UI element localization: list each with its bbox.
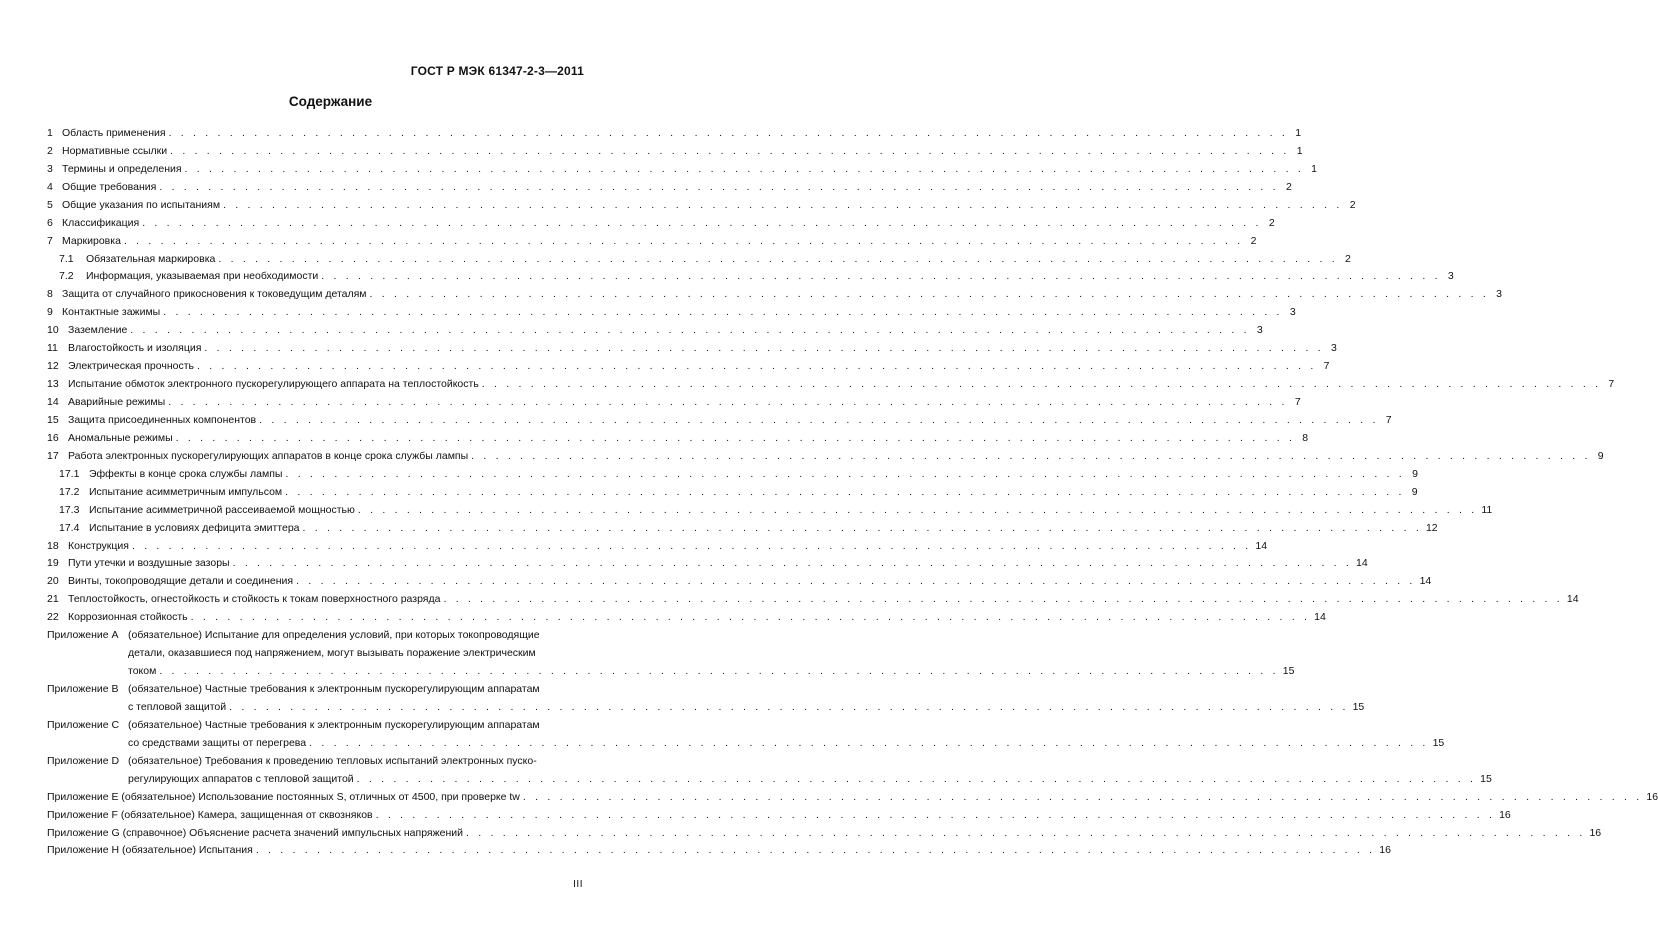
toc-entry-number: 9 [47,306,53,319]
toc-entry-number: 3 [47,162,53,175]
annex-line [128,677,1364,695]
toc-entry-title: Пути утечки и воздушные зазоры [68,557,230,570]
annex-line [128,641,1294,659]
annex-text: током [128,665,157,678]
table-of-contents [47,121,1658,857]
toc-subentry[interactable] [47,265,1454,283]
toc-annex-entry[interactable] [47,623,1295,678]
toc-entry-page: 7 [1323,360,1330,373]
toc-entry-title: Классификация [62,216,140,229]
toc-entry[interactable] [47,390,1301,408]
toc-leader-dots [253,844,1375,856]
toc-annex-entry[interactable] [47,839,1391,857]
toc-entry-title: Термины и определения [62,162,182,175]
toc-subentry[interactable] [47,247,1351,265]
toc-entry-number: 7.2 [59,270,74,283]
annex-line [128,623,1294,641]
toc-entry-number: 12 [47,360,59,373]
toc-leader-dots [194,360,1316,372]
toc-entry-number: 8 [47,288,53,301]
toc-entry[interactable] [47,211,1275,229]
toc-entry-title: Испытание в условиях дефицита эмиттера [89,521,300,534]
toc-entry-page: 15 [1352,700,1365,713]
toc-entry-page: 2 [1344,252,1351,265]
toc-entry-number: 17.2 [59,485,80,498]
toc-leader-dots [220,199,1342,211]
toc-annex-entry[interactable] [47,677,1365,713]
toc-entry-page: 3 [1256,324,1263,337]
toc-leader-dots [440,593,1562,605]
toc-entry-title: Общие указания по испытаниям [62,198,221,211]
toc-leader-dots [156,181,1278,193]
annex-line [128,659,1294,677]
toc-entry[interactable] [47,444,1604,462]
toc-entry-title: Обязательная маркировка [86,252,216,265]
toc-entry-number: 18 [47,539,59,552]
toc-entry-page: 1 [1296,144,1303,157]
annex-text: со средствами защиты от перегрева [128,736,307,749]
toc-entry-number: 19 [47,557,59,570]
toc-entry-page: 16 [1646,790,1658,803]
toc-entry-number: 21 [47,593,59,606]
toc-entry-page: 14 [1314,611,1326,624]
toc-annex-entry[interactable] [47,785,1658,803]
toc-annex-entry[interactable] [47,821,1602,839]
toc-entry-page: 8 [1302,431,1309,444]
toc-entry-number: 14 [47,396,59,408]
toc-leader-dots [215,253,1337,265]
toc-entry-number: 17.1 [59,467,80,480]
annex-text: с тепловой защитой [128,700,227,713]
toc-leader-dots [167,145,1289,157]
toc-leader-dots [201,342,1323,354]
toc-leader-dots [354,773,1476,785]
annex-text: Приложение H (обязательное) Испытания [47,844,253,857]
toc-entry-title: Испытание обмоток электронного пускорегулирующего аппарата на теплостойкость [68,378,479,391]
annex-text: регулирующих аппаратов с тепловой защитой [128,772,354,785]
toc-entry-title: Область применения [62,126,166,139]
toc-leader-dots [306,737,1428,749]
toc-entry[interactable] [47,229,1257,247]
toc-entry-title: Заземление [68,324,128,337]
toc-leader-dots [300,522,1422,534]
toc-entry-page: 9 [1597,449,1604,462]
toc-entry-title: Общие требования [62,180,157,193]
toc-subentry[interactable] [47,480,1418,498]
annex-text: (обязательное) Частные требования к электронным пускорегулирующим аппаратам [128,683,540,695]
toc-entry-title: Теплостойкость, огнестойкость и стойкость к токам поверхностного разряда [68,593,441,606]
toc-entry-number: 17 [47,449,59,462]
annex-line [128,695,1364,713]
toc-leader-dots [139,217,1261,229]
toc-entry-page: 15 [1282,665,1295,678]
toc-leader-dots [318,270,1440,282]
toc-entry[interactable] [47,139,1303,157]
annex-text: (обязательное) Требования к проведению тепловых испытаний электронных пуско- [128,754,537,767]
toc-entry-page: 2 [1349,198,1356,211]
toc-entry[interactable] [47,354,1330,373]
toc-leader-dots [293,575,1415,587]
toc-entry-number: 6 [47,216,53,229]
toc-entry-page: 2 [1250,234,1257,247]
toc-entry-page: 11 [1481,503,1493,516]
toc-entry-title: Конструкция [68,539,129,552]
toc-entry-title: Контактные зажимы [62,306,161,319]
annex-text: Приложение G (справочное) Объяснение расчета значений импульсных напряжений [47,826,463,839]
toc-entry-number: 16 [47,431,59,444]
toc-entry[interactable] [47,372,1615,391]
toc-entry-title: Влагостойкость и изоляция [68,342,202,355]
toc-subentry[interactable] [47,516,1438,534]
toc-entry-page: 1 [1295,126,1302,139]
toc-entry-title: Испытание асимметричной рассеиваемой мощностью [89,503,355,516]
toc-entry-title: Защита присоединенных компонентов [68,413,257,426]
toc-entry-page: 1 [1311,162,1318,175]
toc-entry-number: 22 [47,611,59,624]
toc-entry-number: 17.3 [59,503,80,516]
toc-entry[interactable] [47,175,1292,193]
toc-entry-page: 7 [1608,378,1615,391]
toc-entry-page: 14 [1566,593,1579,606]
toc-entry-title: Защита от случайного прикосновения к токоведущим деталям [62,288,367,301]
toc-leader-dots [230,557,1352,569]
toc-entry[interactable] [47,552,1368,570]
toc-entry-page: 3 [1496,288,1502,301]
document-code: ГОСТ Р МЭК 61347-2-3—2011 [410,64,584,78]
toc-leader-dots [256,414,1378,426]
toc-entry[interactable] [47,121,1302,139]
toc-entry[interactable] [47,193,1356,211]
toc-leader-dots [282,486,1404,498]
toc-entry-page: 2 [1268,216,1275,229]
toc-leader-dots [463,827,1585,839]
toc-leader-dots [188,611,1310,623]
annex-label: Приложение D [47,754,120,767]
toc-leader-dots [468,450,1590,462]
toc-entry-page: 3 [1289,306,1296,319]
annex-text: детали, оказавшиеся под напряжением, могут вызывать поражение электрическим [128,647,536,660]
toc-leader-dots [173,432,1295,444]
toc-heading: Содержание [288,94,373,109]
toc-leader-dots [129,540,1251,552]
toc-entry[interactable] [47,426,1309,444]
toc-leader-dots [160,306,1282,318]
annex-line [128,749,1492,767]
toc-leader-dots [226,701,1348,713]
toc-annex-entry[interactable] [47,713,1445,749]
toc-leader-dots [282,468,1404,480]
toc-leader-dots [165,396,1287,408]
toc-entry-page: 14 [1255,539,1268,552]
toc-leader-dots [373,809,1495,821]
annex-text: Приложение E (обязательное) Использование постоянных S, отличных от 4500, при проверке tw [47,790,520,803]
toc-entry-number: 7.1 [59,252,74,265]
annex-label: Приложение A [47,629,119,642]
toc-entry-number: 11 [47,342,58,355]
annex-text: Приложение F (обязательное) Камера, защищенная от сквозняков [47,808,373,821]
toc-entry[interactable] [47,318,1263,337]
toc-entry[interactable] [47,534,1268,552]
toc-annex-entry[interactable] [47,749,1492,785]
annex-body [128,623,1294,677]
toc-entry-title: Информация, указываемая при необходимости [86,270,319,283]
toc-leader-dots [479,378,1601,390]
annex-text: (обязательное) Испытание для определения условий, при которых токопроводящие [128,629,540,642]
toc-entry-number: 2 [47,144,53,157]
toc-entry-title: Эффекты в конце срока службы лампы [89,467,283,480]
toc-entry[interactable] [47,157,1318,175]
toc-entry-number: 20 [47,575,59,588]
annex-body [128,677,1364,713]
toc-entry-page: 9 [1412,467,1418,480]
toc-entry-page: 9 [1411,485,1418,498]
toc-entry-page: 7 [1385,413,1392,426]
toc-leader-dots [156,665,1278,677]
annex-text: (обязательное) Частные требования к электронным пускорегулирующим аппаратам [128,718,540,731]
toc-entry-title: Аномальные режимы [68,431,173,444]
toc-entry[interactable] [47,569,1432,588]
toc-entry-number: 4 [47,180,53,193]
toc-entry-number: 13 [47,378,59,391]
toc-entry-title: Винты, токопроводящие детали и соединения [68,575,294,588]
toc-entry-number: 10 [47,324,59,337]
toc-entry-title: Нормативные ссылки [62,144,168,157]
toc-entry-number: 1 [47,126,53,139]
toc-entry-page: 3 [1331,342,1337,355]
annex-line [128,731,1444,749]
toc-entry-page: 14 [1419,575,1432,588]
toc-entry-title: Коррозионная стойкость [68,611,188,624]
toc-entry-title: Испытание асимметричным импульсом [89,485,283,498]
toc-entry-page: 3 [1447,270,1454,283]
toc-entry[interactable] [47,336,1337,355]
toc-subentry[interactable] [47,498,1493,516]
toc-entry-page: 15 [1432,736,1445,749]
annex-line [128,767,1492,785]
annex-body [128,749,1492,785]
annex-label: Приложение C [47,718,120,731]
toc-subentry[interactable] [47,462,1418,480]
toc-entry-page: 2 [1285,180,1292,193]
toc-entry-page: 12 [1425,521,1438,534]
toc-leader-dots [121,235,1243,247]
page-number: III [573,879,583,890]
toc-leader-dots [520,791,1642,803]
toc-leader-dots [166,127,1288,139]
toc-entry[interactable] [47,408,1392,426]
toc-entry-number: 17.4 [59,521,80,534]
toc-entry-page: 15 [1480,772,1492,785]
toc-entry-page: 7 [1294,396,1301,408]
annex-body [128,713,1444,749]
toc-entry[interactable] [47,300,1296,319]
toc-entry-title: Маркировка [62,234,121,247]
toc-entry-title: Электрическая прочность [68,360,194,373]
toc-entry[interactable] [47,605,1326,624]
toc-leader-dots [127,324,1249,336]
toc-entry-page: 16 [1589,826,1602,839]
annex-line [128,713,1444,731]
toc-leader-dots [367,288,1489,300]
toc-entry-number: 15 [47,413,59,426]
toc-entry-page: 14 [1356,557,1368,570]
toc-entry-title: Работа электронных пускорегулирующих аппаратов в конце срока службы лампы [68,449,469,462]
toc-entry-title: Аварийные режимы [68,396,166,408]
toc-leader-dots [182,163,1304,175]
toc-entry[interactable] [47,282,1502,301]
toc-leader-dots [355,504,1477,516]
toc-entry-page: 16 [1499,808,1511,821]
annex-label: Приложение B [47,683,119,695]
toc-entry-number: 5 [47,198,53,211]
toc-entry-number: 7 [47,234,53,247]
toc-entry-page: 16 [1379,844,1391,857]
toc-entry[interactable] [47,587,1579,606]
toc-annex-entry[interactable] [47,803,1511,821]
